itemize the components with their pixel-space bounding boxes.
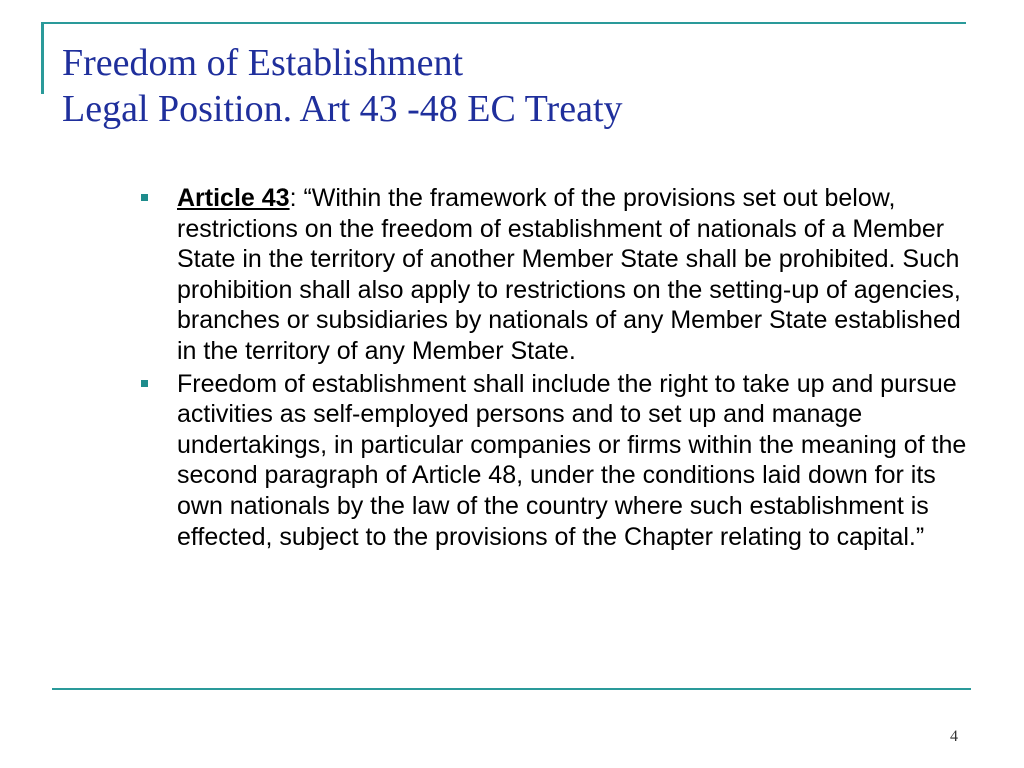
title-line-1: Freedom of Establishment — [62, 42, 464, 84]
page-number: 4 — [950, 728, 958, 745]
top-accent-line — [41, 22, 966, 24]
bullet-text — [177, 183, 971, 367]
bullet-item — [141, 369, 971, 553]
article-quote-text: : “Within the framework of the provisions set out below, restrictions on the freedom of establishment of nationals of a Member State in the territory of another Member State shall be prohibited. Such prohibition shall also apply to restrictions on the setting-up of agencies, branches or subsidiaries by nationals of any Member State established in the territory of any Member State. — [177, 184, 961, 365]
square-bullet-icon — [141, 380, 148, 387]
bullet-item — [141, 183, 971, 367]
bullet-text: Freedom of establishment shall include the right to take up and pursue activities as self-employed persons and to set up and manage undertakings, in particular companies or firms within the meaning of the second paragraph of Article 48, under the conditions laid down for its own nationals by the law of the country where such establishment is effected, subject to the provisions of the Chapter relating to capital.” — [177, 369, 967, 551]
left-accent-line — [41, 22, 44, 94]
bottom-divider — [52, 688, 971, 690]
title-line-2: Legal Position. Art 43 -48 EC Treaty — [62, 88, 623, 130]
article-term: Article 43 — [177, 184, 290, 212]
slide-title — [62, 40, 623, 132]
slide-body — [141, 183, 971, 554]
square-bullet-icon — [141, 194, 148, 201]
